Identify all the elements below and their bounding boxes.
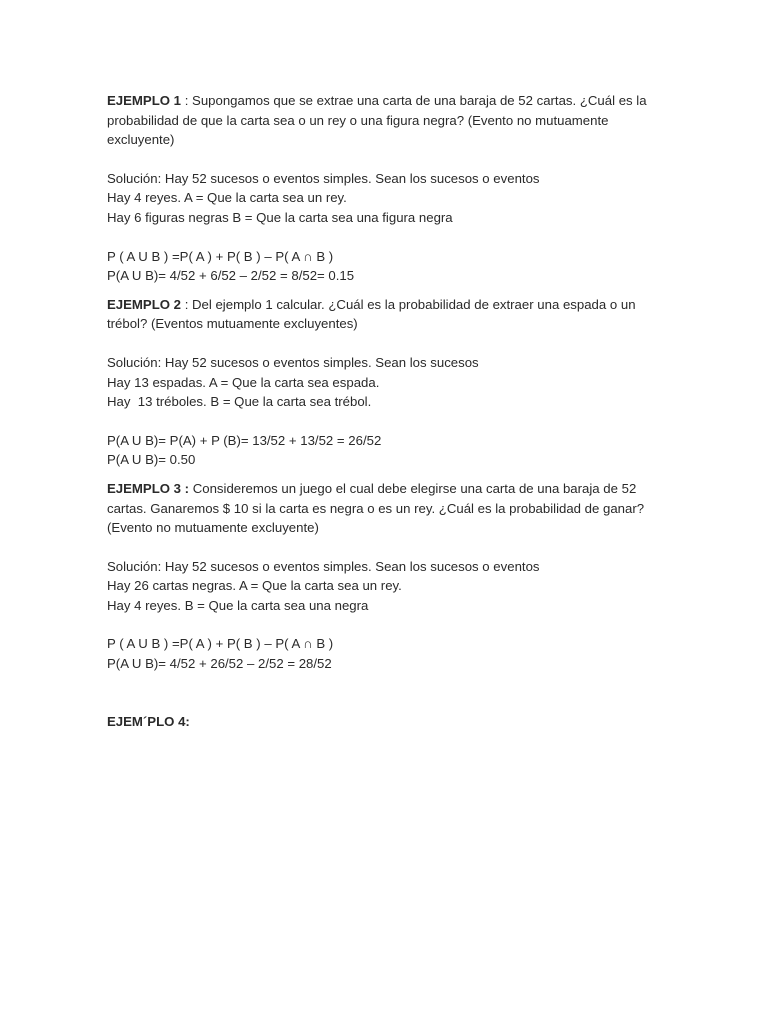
example-2-solution-line: Solución: Hay 52 sucesos o eventos simples. Sean los sucesos <box>107 354 479 370</box>
example-1-solution-line: Hay 4 reyes. A = Que la carta sea un rey. <box>107 190 347 206</box>
example-2-statement-line-1: EJEMPLO 2 : Del ejemplo 1 calcular. ¿Cuál es la probabilidad de extraer una espada o un <box>107 296 636 312</box>
example-3-solution-line: Solución: Hay 52 sucesos o eventos simples. Sean los sucesos o eventos <box>107 558 540 574</box>
example-3-title: EJEMPLO 3 : <box>107 480 190 496</box>
example-3-solution-line: Hay 26 cartas negras. A = Que la carta sea un rey. <box>107 578 402 594</box>
example-3-statement-line-2: cartas. Ganaremos $ 10 si la carta es negra o es un rey. ¿Cuál es la probabilidad de ganar? <box>107 500 645 516</box>
example-2-formula: P(A U B)= 0.50 <box>107 452 196 468</box>
example-2-solution-line: Hay 13 espadas. A = Que la carta sea espada. <box>107 374 380 390</box>
example-1-statement-line-1: EJEMPLO 1 : Supongamos que se extrae una carta de una baraja de 52 cartas. ¿Cuál es la <box>107 93 647 108</box>
example-1-solution-line: Solución: Hay 52 sucesos o eventos simples. Sean los sucesos o eventos <box>107 170 540 186</box>
document-page <box>107 91 647 731</box>
example-1-formula: P(A U B)= 4/52 + 6/52 – 2/52 = 8/52= 0.15 <box>107 268 355 284</box>
example-1-formula: P ( A U B ) =P( A ) + P( B ) – P( A ∩ B ) <box>107 248 334 264</box>
example-1-title: EJEMPLO 1 <box>107 93 182 108</box>
example-1-solution-line: Hay 6 figuras negras B = Que la carta sea una figura negra <box>107 209 453 225</box>
example-1 <box>107 91 647 286</box>
example-3-formula: P(A U B)= 4/52 + 26/52 – 2/52 = 28/52 <box>107 656 332 672</box>
example-3-statement-line-3: (Evento no mutuamente excluyente) <box>107 520 319 536</box>
example-3-formula: P ( A U B ) =P( A ) + P( B ) – P( A ∩ B ) <box>107 636 334 652</box>
example-3 <box>107 479 647 674</box>
example-2-title: EJEMPLO 2 <box>107 296 182 312</box>
example-2-statement-line-2: trébol? (Eventos mutuamente excluyentes) <box>107 316 358 332</box>
example-1-statement-line-3: excluyente) <box>107 132 175 148</box>
example-4-title: EJEM´PLO 4: <box>107 713 190 729</box>
example-2-solution-line: Hay 13 tréboles. B = Que la carta sea trébol. <box>107 394 372 410</box>
example-2-formula: P(A U B)= P(A) + P (B)= 13/52 + 13/52 = 26/52 <box>107 432 382 448</box>
example-3-statement-line-1: EJEMPLO 3 : Consideremos un juego el cual debe elegirse una carta de una baraja de 52 <box>107 480 637 496</box>
example-2 <box>107 295 647 470</box>
example-4 <box>107 712 647 732</box>
example-1-statement-line-2: probabilidad de que la carta sea o un rey o una figura negra? (Evento no mutuamente <box>107 112 609 128</box>
example-3-solution-line: Hay 4 reyes. B = Que la carta sea una negra <box>107 597 369 613</box>
